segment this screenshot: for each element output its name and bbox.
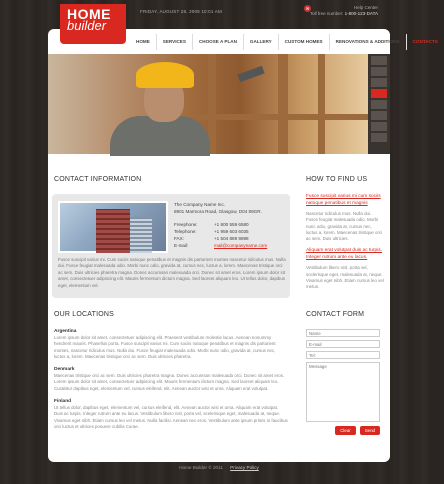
footer xyxy=(48,465,390,470)
wood-beam xyxy=(198,114,368,120)
contact-row xyxy=(174,242,267,249)
location-name: Denmark xyxy=(54,367,75,373)
company-address xyxy=(174,201,262,215)
toll-free-label: Toll free number: xyxy=(309,11,344,16)
slider-thumb[interactable] xyxy=(371,122,387,131)
locations-list xyxy=(54,328,288,436)
slider-thumb-active[interactable] xyxy=(371,89,387,98)
contact-value: +1 504 889 9898 xyxy=(214,236,249,241)
building-tower xyxy=(130,217,152,253)
nav-contacts[interactable]: CONTACTS xyxy=(406,34,444,50)
building-image xyxy=(58,201,168,253)
worker-shirt xyxy=(110,116,210,156)
logo[interactable] xyxy=(60,4,126,44)
contact-label: Freephone: xyxy=(174,222,198,227)
location-name: Argentina xyxy=(54,329,77,334)
location-item xyxy=(54,398,288,430)
contact-label: E-mail: xyxy=(174,243,189,248)
form-buttons xyxy=(306,426,380,435)
help-center-label: Help Center xyxy=(353,5,378,10)
email-field[interactable]: E-mail xyxy=(306,340,380,348)
slider-thumbs xyxy=(368,54,390,154)
toll-free-number: 1-800-123-DATA xyxy=(344,11,378,16)
contact-label: FAX: xyxy=(174,236,184,241)
contact-info-title: CONTACT INFORMATION xyxy=(54,176,142,183)
contact-value: +1 800 559 6580 xyxy=(214,222,249,227)
location-text: Maecenas tristique orci ac sem. Duis ultricies pharetra magna. Donec accumsan malesuada orci. Donec sit amet eros. Lorem ipsum dolor sit amet, consectetuer adipiscing elit. Mauris fermentum dictum magna. Sed laoreet aliquam leo. Curabitur dapibus eget, elementum vel, cursus eleifend, elit. Aenean auctor wisi et urna. Aliquam erat volutpat. xyxy=(54,373,285,391)
address-line: 8901 Marmora Road, Glasgow, D04 89GR. xyxy=(174,209,262,214)
tel-field[interactable]: Tel: xyxy=(306,351,380,359)
how-to-find-content xyxy=(306,194,384,297)
contact-form-title: CONTACT FORM xyxy=(306,311,365,318)
contact-value: +1 959 603 6035 xyxy=(214,229,249,234)
slider-thumb[interactable] xyxy=(371,56,387,65)
name-field[interactable]: Name xyxy=(306,329,380,337)
contact-label: Telephone: xyxy=(174,229,197,234)
hammer xyxy=(237,66,264,82)
hero-banner xyxy=(48,54,390,154)
how-to-find-text: Nascetur ridiculus mus. Nulla dui. Fusce feugiat malesuada odio. Morbi nunc odio, gravida at, cursus nec, luctus a, lorem. Maecenas tristique orci ac sem. Duis ultricies. xyxy=(306,211,383,242)
send-button[interactable]: Send xyxy=(360,426,380,435)
contact-row xyxy=(174,235,267,242)
clear-button[interactable]: Clear xyxy=(335,426,356,435)
how-to-find-link[interactable]: Aliquam erat volutpat duis ac turpis. Integer rutrum ante eu lacus. xyxy=(306,248,382,260)
slider-thumb[interactable] xyxy=(371,111,387,120)
slider-thumb[interactable] xyxy=(371,100,387,109)
how-to-find-title: HOW TO FIND US xyxy=(306,176,368,183)
logo-line2: builder xyxy=(67,18,107,33)
hero-image xyxy=(48,54,368,154)
location-name: Finland xyxy=(54,399,72,405)
contact-form xyxy=(306,329,380,435)
copyright: Home Builder © 2011 xyxy=(179,465,223,470)
main-nav xyxy=(130,34,444,50)
contact-info-text: Fusce suscipit varius mi. Cum sociis natoque penatibus et magnis dis parturient montes nascetur ridiculus mus. Nulla dui. Fusce feugiat malesuada odio. Morbi nunc odio, gravida at, cursus nec, luctus a, lorem. Maecenas tristique orci ac sem. Duis ultricies pharetra magna. Donec accumsan malesuada orci. Donec sit amet eros. Lorem ipsum dolor sit amet, consectetuer adipiscing elit. Mauris fermentum dictum magna. Sed laoreet aliquam leo. Ut tellus dolor, dapibus eget, elementum vel. xyxy=(58,257,286,288)
locations-title: OUR LOCATIONS xyxy=(54,311,115,318)
contact-row xyxy=(174,221,267,228)
how-to-find-link[interactable]: Fusce suscipit varius mi cum sociis natoque penatibus et magnis xyxy=(306,194,381,206)
hard-hat xyxy=(136,62,194,88)
message-field[interactable]: Message xyxy=(306,362,380,422)
contact-info-box xyxy=(52,194,290,298)
slider-thumb[interactable] xyxy=(371,133,387,142)
nav-services[interactable]: SERVICES xyxy=(156,34,192,50)
nav-custom-homes[interactable]: CUSTOM HOMES xyxy=(278,34,329,50)
nav-choose-plan[interactable]: CHOOSE A PLAN xyxy=(192,34,243,50)
how-to-find-text: Vestibulum libero nisl, porta vel, scelerisque eget, malesuada at, neque. Vivamus eget nibh. Etiam cursus leo vel metus. xyxy=(306,265,384,290)
location-text: Ut tellus dolor, dapibus eget, elementum vel, cursus eleifend, elit. Aenean auctor wisi et urna. Aliquam erat volutpat. Duis ac turpis. Integer rutrum ante eu lacus. Vestibulum libero nisl, porta vel, scelerisque eget, malesuada at, neque. Vivamus eget nibh. Etiam cursus leo vel metus. Nulla facilisi. Aenean nec eros. Vestibulum ante ipsum primis in faucibus orci luctus et ultrices posuere cubilia Curae. xyxy=(54,405,288,429)
location-item xyxy=(54,328,288,360)
logo-line1: HOME xyxy=(67,6,111,22)
nav-gallery[interactable]: GALLERY xyxy=(243,34,278,50)
company-name: The Company Name Inc. xyxy=(174,202,226,207)
nav-renovations[interactable]: RENOVATIONS & ADDITIONS xyxy=(329,34,406,50)
building-tower xyxy=(96,209,130,253)
location-text: Lorem ipsum dolor sit amet, consectetuer adipiscing elit. Praesent vestibulum molestie lacus. Aenean nonummy hendrerit mauris. Phasellus porta. Fusce suscipit varius mi. Cum sociis natoque penatibus et magnis dis parturient montes, nascetur ridiculus mus. Nulla dui. Fusce feugiat malesuada odio. Morbi nunc odio, gravida at, cursus nec, luctus a, lorem. Maecenas tristique orci ac sem. Duis ultricies pharetra. xyxy=(54,335,276,359)
help-icon[interactable]: ✉ xyxy=(305,6,310,11)
privacy-policy-link[interactable]: Privacy Policy xyxy=(230,465,259,470)
nav-home[interactable]: HOME xyxy=(136,39,150,44)
wood-beam xyxy=(318,54,325,154)
slider-thumb[interactable] xyxy=(371,78,387,87)
header-date: FRIDAY, AUGUST 28, 2009 10:01 AM xyxy=(140,9,222,14)
email-link[interactable]: mail@companyname.com xyxy=(214,243,268,248)
help-center[interactable] xyxy=(310,5,378,17)
contact-rows xyxy=(174,221,267,249)
wood-beam xyxy=(278,54,288,154)
contact-row xyxy=(174,228,267,235)
slider-thumb[interactable] xyxy=(371,67,387,76)
location-item xyxy=(54,366,288,392)
main-panel xyxy=(48,29,438,462)
